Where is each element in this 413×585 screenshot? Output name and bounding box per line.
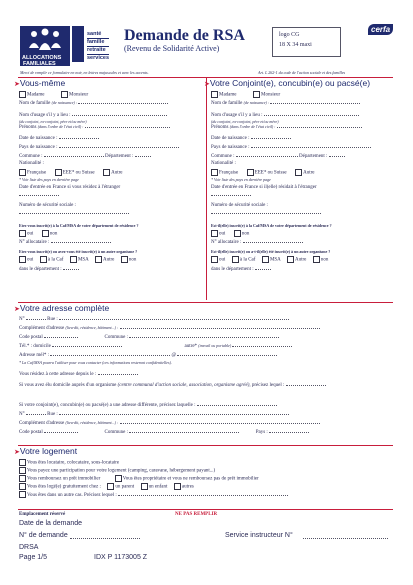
- nom-usage-row: [19, 111, 204, 123]
- adresse-rue-label: Rue :: [47, 317, 58, 322]
- section-title-text: Votre logement: [19, 446, 78, 456]
- conjoint-eee-checkbox[interactable]: [247, 169, 254, 176]
- conjoint-dans-dept-label: dans le département :: [211, 267, 254, 272]
- adresse-domicilie-row: [19, 381, 394, 401]
- departement-field[interactable]: [135, 152, 151, 157]
- conjoint-org-oui-checkbox[interactable]: [211, 256, 218, 263]
- conjoint-francaise-label: Française: [219, 170, 239, 176]
- chez-enfant-checkbox[interactable]: [141, 483, 148, 490]
- conjoint-madame-label: Madame: [219, 92, 237, 98]
- org-non-checkbox[interactable]: [121, 256, 128, 263]
- section-adresse: [14, 303, 109, 313]
- num-demande-label: N° de demande: [19, 532, 68, 539]
- page-subtitle: (Revenu de Solidarité Active): [124, 44, 220, 53]
- conjoint-no-label: N°: [19, 412, 25, 417]
- autre-org-row: [19, 256, 204, 265]
- conjoint-nom-usage-field[interactable]: [264, 111, 359, 116]
- adresse-cp-row: [19, 333, 394, 342]
- nom-famille-row: [19, 99, 204, 111]
- chez-parent-label: un parent: [115, 484, 135, 490]
- conjoint-no-field[interactable]: [26, 410, 46, 415]
- nom-usage-label: Nom d'usage s'il y a lieu :: [19, 113, 71, 118]
- chez-enfant-label: un enfant: [148, 484, 168, 490]
- conjoint-dans-dept-row: [211, 265, 399, 273]
- arrow-icon: ➤: [204, 81, 210, 88]
- conjoint-eee-label: EEE* ou Suisse: [254, 170, 287, 176]
- conjoint-commune-label: Commune :: [211, 154, 235, 159]
- adresse-complement-row: [19, 324, 394, 333]
- date-naissance-label: Date de naissance :: [19, 136, 58, 141]
- conjoint-date-naissance-row: [211, 134, 399, 143]
- intro-note: Merci de remplir ce formulaire en noir, en lettres majuscules et avec les accents.: [20, 70, 149, 75]
- adresse-tel-field[interactable]: [52, 342, 122, 347]
- conjoint-org-non-label: non: [320, 257, 329, 263]
- conjoint-nom-usage-row: [211, 111, 399, 123]
- conjoint-nationalite-options: [211, 169, 399, 177]
- conjoint-nom-famille-hint: (de naissance) :: [243, 100, 270, 105]
- cerfa-logo: cerfa: [368, 24, 393, 35]
- conjoint-cp-row: [19, 428, 394, 437]
- adresse-commune-field[interactable]: [129, 333, 279, 338]
- conjoint-nom-usage-hint: (du conjoint, ex-conjoint, père et/ou mère): [211, 119, 279, 124]
- adresse-domicilie-field[interactable]: [286, 381, 326, 386]
- civility-row: [19, 91, 204, 99]
- conjoint-org-msa-checkbox[interactable]: [262, 256, 269, 263]
- conjoint-complement-label: Complément d'adresse: [19, 421, 65, 426]
- section-title-logement: [14, 446, 77, 456]
- francaise-label: Française: [27, 170, 47, 176]
- section-conjoint: [204, 78, 404, 88]
- conjoint-pays-naissance-field[interactable]: [251, 143, 371, 148]
- commune-row: [19, 152, 204, 161]
- conjoint-org-caf-label: à la Caf: [239, 257, 256, 263]
- conjoint-caf-non-checkbox[interactable]: [234, 230, 241, 237]
- conjoint-dans-dept-field[interactable]: [255, 265, 271, 270]
- msa-logo: [72, 26, 84, 62]
- conjoint-prenoms-hint: (dans l'ordre de l'état civil) :: [229, 124, 276, 129]
- logo-cg-size: 18 X 34 maxi: [279, 42, 312, 48]
- section-title-text: Votre adresse complète: [19, 303, 110, 313]
- adresse-caf-note: * La Caf/MSA pourra l'utiliser pour vous contacter (ces informations resteront confidentielles).: [19, 360, 172, 365]
- date-demande-label: Date de la demande: [19, 520, 83, 527]
- chez-autres-checkbox[interactable]: [174, 483, 181, 490]
- conjoint-departement-field[interactable]: [329, 152, 345, 157]
- ne-pas-remplir-label: NE PAS REMPLIR: [175, 512, 218, 517]
- conjoint-complement-hint: (lieu-dit, résidence, bâtiment...) :: [65, 420, 119, 425]
- conjoint-francaise-checkbox[interactable]: [211, 169, 218, 176]
- autre-nationalite-checkbox[interactable]: [103, 169, 110, 176]
- logement-form: [19, 459, 394, 499]
- conjoint-org-autre-label: Autre: [295, 257, 307, 263]
- prenoms-hint: (dans l'ordre de l'état civil) :: [37, 124, 84, 129]
- at-sign: @: [171, 353, 177, 358]
- adresse-autre-tel-field[interactable]: [232, 342, 292, 347]
- adresse-autre-tel-hint: (travail ou portable): [198, 343, 232, 348]
- section-title-text: Votre Conjoint(e), concubin(e) ou pacsé(e): [209, 78, 371, 88]
- adresse-rue-row: [19, 315, 394, 324]
- num-secu-label: Numéro de sécurité sociale :: [19, 203, 76, 208]
- right-form: [211, 91, 399, 273]
- org-non-label: non: [128, 257, 137, 263]
- conjoint-commune-field[interactable]: [236, 152, 298, 157]
- reserved-label: Emplacement réservé: [19, 512, 66, 517]
- section-title-adresse: [14, 303, 109, 313]
- logement-item: [19, 467, 394, 475]
- logement-item: [19, 491, 394, 499]
- pays-naissance-row: [19, 143, 204, 152]
- adresse-rue-field[interactable]: [59, 315, 289, 320]
- conjoint-nationalite-row: [211, 161, 399, 169]
- msa-line: services: [87, 55, 110, 61]
- column-divider: [206, 78, 207, 300]
- adresse-domicilie-hint: (centre communal d'action sociale, association, organisme agréé),: [117, 383, 251, 388]
- conjoint-date-entree-row: [211, 185, 399, 203]
- conjoint-caf-question: Est-il(elle) inscrit(e) à la Caf/MSA de votre département de résidence ?: [211, 223, 332, 228]
- conjoint-autre-org-question: Est-il(elle) inscrit(e) ou a-t-il(elle) été inscrit(e) à un autre organisme ?: [211, 249, 331, 254]
- adresse-residez-field[interactable]: [98, 370, 138, 375]
- adresse-mel-field[interactable]: [50, 351, 170, 356]
- conjoint-prenoms-label: Prénoms: [211, 125, 229, 130]
- conjoint-prenoms-row: [211, 123, 399, 134]
- conjoint-date-entree-field[interactable]: [211, 191, 251, 196]
- logement-item: [19, 475, 394, 483]
- org-caf-checkbox[interactable]: [40, 256, 47, 263]
- conjoint-date-naissance-label: Date de naissance :: [211, 136, 250, 141]
- logo-cg-box: [272, 27, 341, 57]
- allocataire-label: N° allocataire :: [19, 240, 50, 245]
- org-oui-checkbox[interactable]: [19, 256, 26, 263]
- logo-cg-label: logo CG: [279, 32, 300, 38]
- conjoint-allocataire-row: [211, 238, 399, 249]
- conjoint-autre-org-row: [211, 256, 399, 265]
- eee-note: * Voir liste des pays en dernière page: [19, 177, 79, 182]
- nom-usage-hint: (du conjoint, ex-conjoint, père et/ou mère): [19, 119, 87, 124]
- section-title-text: Vous-même: [19, 78, 66, 88]
- section-vous-meme: [14, 78, 204, 88]
- adresse-form: [19, 315, 394, 437]
- adresse-tel-row: [19, 342, 394, 351]
- adresse-autre-tel-label: autre*: [184, 344, 198, 349]
- section-title-conjoint: [204, 78, 404, 88]
- conjoint-caf-answer-row: [211, 230, 399, 238]
- conjoint-nom-famille-row: [211, 99, 399, 111]
- conjoint-nationalite-label: Nationalité :: [211, 161, 236, 166]
- chez-parent-checkbox[interactable]: [107, 483, 114, 490]
- caf-question: Etes-vous inscrit(e) à la Caf/MSA de votre département de résidence ?: [19, 223, 139, 228]
- conjoint-monsieur-checkbox[interactable]: [253, 91, 260, 98]
- page-number: Page 1/5: [19, 554, 48, 561]
- date-entree-field[interactable]: [19, 191, 59, 196]
- madame-label: Madame: [27, 92, 45, 98]
- conjoint-org-msa-label: MSA: [269, 257, 281, 263]
- caf-oui-label: oui: [27, 231, 34, 237]
- monsieur-checkbox[interactable]: [61, 91, 68, 98]
- adresse-mel-label: Adresse mél* :: [19, 353, 49, 358]
- allocataire-row: [19, 238, 204, 249]
- conjoint-rue-label: Rue :: [47, 412, 58, 417]
- nationalite-row: [19, 161, 204, 169]
- logement-item-label: Vous êtes dans un autre cas. Précisez lequel :: [27, 493, 117, 498]
- commune-field[interactable]: [44, 152, 104, 157]
- conjoint-commune-field[interactable]: [129, 428, 239, 433]
- logement-item-label: Vous payez une participation pour votre logement (camping, caravane, hébergement payant...): [27, 468, 216, 474]
- conjoint-caf-oui-label: oui: [219, 231, 226, 237]
- adresse-conjoint-row: [19, 401, 394, 410]
- msa-line: retraite: [87, 47, 109, 55]
- adresse-no-label: N°: [19, 317, 25, 322]
- conjoint-nom-famille-field[interactable]: [270, 99, 360, 104]
- org-autre-label: Autre: [103, 257, 115, 263]
- adresse-mel-row: [19, 351, 394, 360]
- logo-text-bottom: FAMILIALES: [23, 61, 56, 67]
- conjoint-caf-oui-checkbox[interactable]: [211, 230, 218, 237]
- conjoint-pays-label: Pays :: [255, 430, 268, 435]
- conjoint-org-non-checkbox[interactable]: [313, 256, 320, 263]
- adresse-conjoint-label: Si votre conjoint(e), concubin(e) ou pacsé(e) a une adresse différente, précisez laquelle :: [19, 403, 196, 408]
- conjoint-date-naissance-field[interactable]: [251, 134, 291, 139]
- org-autre-checkbox[interactable]: [95, 256, 102, 263]
- autre-org-question: Etes-vous inscrit(e) ou avez-vous été inscrit(e) à un autre organisme ?: [19, 249, 138, 254]
- adresse-cp-field[interactable]: [44, 333, 78, 338]
- conjoint-commune-label: Commune :: [104, 430, 128, 435]
- logement-item-label: Vous remboursez un prêt immobilier: [27, 476, 101, 482]
- allocataire-field[interactable]: [51, 238, 111, 243]
- org-oui-label: oui: [27, 257, 34, 263]
- left-form: [19, 91, 204, 273]
- nationalite-label: Nationalité :: [19, 161, 44, 166]
- msa-line: santé: [87, 31, 109, 39]
- num-secu-row: [19, 203, 204, 223]
- adresse-cp-label: Code postal: [19, 335, 43, 340]
- adresse-domicilie-label: Si vous avez élu domicile auprès d'un organisme: [19, 383, 117, 388]
- conjoint-pays-field[interactable]: [269, 428, 309, 433]
- nom-famille-field[interactable]: [78, 99, 168, 104]
- conjoint-complement-row: [19, 419, 394, 428]
- adresse-no-field[interactable]: [26, 315, 46, 320]
- adresse-residez-label: Vous résidez à cette adresse depuis le :: [19, 372, 97, 377]
- caf-oui-checkbox[interactable]: [19, 230, 26, 237]
- nom-famille-hint: (de naissance) :: [51, 100, 78, 105]
- conjoint-civility-row: [211, 91, 399, 99]
- eee-checkbox[interactable]: [55, 169, 62, 176]
- conjoint-monsieur-label: Monsieur: [261, 92, 281, 98]
- caf-logo: [20, 26, 70, 66]
- francaise-checkbox[interactable]: [19, 169, 26, 176]
- arrow-icon: ➤: [14, 306, 20, 313]
- logement-item: [19, 483, 394, 491]
- conjoint-date-entree-label: Date d'entrée en France si il(elle) résidait à l'étranger: [211, 185, 317, 190]
- madame-checkbox[interactable]: [19, 91, 26, 98]
- conjoint-madame-checkbox[interactable]: [211, 91, 218, 98]
- page-title: Demande de RSA: [124, 27, 245, 44]
- adresse-complement-field[interactable]: [120, 324, 320, 329]
- service-label: Service instructeur N°: [225, 532, 293, 539]
- conjoint-autre-nationalite-checkbox[interactable]: [295, 169, 302, 176]
- date-naissance-field[interactable]: [59, 134, 99, 139]
- date-entree-label: Date d'entrée en France si vous résidez à l'étranger: [19, 185, 121, 190]
- caf-non-label: non: [49, 231, 58, 237]
- logement-item-label: Vous êtes locataire, colocataire, sous-locataire: [27, 460, 120, 466]
- dans-dept-row: [19, 265, 204, 273]
- chez-autres-label: autres: [181, 484, 194, 490]
- conjoint-org-caf-checkbox[interactable]: [232, 256, 239, 263]
- dans-dept-field[interactable]: [63, 265, 79, 270]
- conjoint-autre-nationalite-label: Autre: [303, 170, 315, 176]
- prenoms-label: Prénoms: [19, 125, 37, 130]
- conjoint-nom-famille-label: Nom de famille: [211, 101, 243, 106]
- caf-answer-row: [19, 230, 204, 238]
- conjoint-num-secu-field[interactable]: [211, 209, 321, 214]
- logement-item-label: Vous êtes logé(e) gratuitement chez :: [27, 484, 101, 490]
- article-note: Art. L 262-1 du code de l'action sociale et des familles: [258, 70, 346, 75]
- num-secu-field[interactable]: [19, 209, 129, 214]
- conjoint-org-oui-label: oui: [219, 257, 226, 263]
- eee-label: EEE* ou Suisse: [62, 170, 95, 176]
- conjoint-pays-naissance-label: Pays de naissance :: [211, 145, 250, 150]
- date-naissance-row: [19, 134, 204, 143]
- logement-proprietaire-checkbox[interactable]: [115, 475, 122, 482]
- section-title-vous-meme: [14, 78, 204, 88]
- adresse-commune-label: Commune :: [104, 335, 128, 340]
- logement-item-label: Vous êtes propriétaire et vous ne remboursez pas de prêt immobilier: [122, 476, 259, 482]
- adresse-complement-label: Complément d'adresse: [19, 326, 65, 331]
- logement-participation-checkbox[interactable]: [19, 467, 26, 474]
- org-caf-label: à la Caf: [47, 257, 64, 263]
- prenoms-field[interactable]: [85, 123, 170, 128]
- conjoint-cp-field[interactable]: [44, 428, 78, 433]
- autre-nationalite-label: Autre: [111, 170, 123, 176]
- adresse-precisez-label: précisez lequel :: [251, 383, 285, 388]
- adresse-conjoint-field[interactable]: [197, 401, 277, 406]
- pays-naissance-label: Pays de naissance :: [19, 145, 58, 150]
- arrow-icon: ➤: [14, 449, 20, 456]
- org-msa-label: MSA: [77, 257, 89, 263]
- adresse-residez-row: [19, 370, 394, 381]
- conjoint-rue-field[interactable]: [59, 410, 289, 415]
- caf-non-checkbox[interactable]: [42, 230, 49, 237]
- conjoint-prenoms-field[interactable]: [277, 123, 362, 128]
- section-logement: [14, 446, 77, 456]
- org-msa-checkbox[interactable]: [70, 256, 77, 263]
- conjoint-rue-row: [19, 410, 394, 419]
- date-entree-row: [19, 185, 204, 203]
- conjoint-caf-non-label: non: [241, 231, 250, 237]
- arrow-icon: ➤: [14, 81, 20, 88]
- conjoint-cp-label: Code postal: [19, 430, 43, 435]
- logement-item: [19, 459, 394, 467]
- num-demande-field[interactable]: [70, 534, 140, 539]
- conjoint-eee-note: * Voir liste des pays en dernière page: [211, 177, 271, 182]
- idx-code: IDX P 1173005 Z: [94, 554, 148, 561]
- conjoint-allocataire-label: N° allocataire :: [211, 240, 242, 245]
- adresse-complement-hint: (lieu-dit, résidence, bâtiment...) :: [65, 325, 119, 330]
- logement-autre-cas-checkbox[interactable]: [19, 491, 26, 498]
- departement-label: Département :: [104, 154, 134, 159]
- msa-line: famille: [87, 39, 109, 47]
- commune-label: Commune :: [19, 154, 43, 159]
- adresse-mel-domain-field[interactable]: [177, 351, 277, 356]
- drsa-label: DRSA: [19, 544, 39, 551]
- caf-family-icon: [20, 26, 70, 54]
- logement-autre-cas-field[interactable]: [118, 491, 288, 496]
- nationalite-options: [19, 169, 204, 177]
- conjoint-complement-field[interactable]: [120, 419, 320, 424]
- conjoint-commune-row: [211, 152, 399, 161]
- logement-gratuit-checkbox[interactable]: [19, 483, 26, 490]
- conjoint-nom-usage-label: Nom d'usage s'il y a lieu :: [211, 113, 263, 118]
- conjoint-num-secu-label: Numéro de sécurité sociale :: [211, 203, 268, 208]
- nom-famille-label: Nom de famille: [19, 101, 51, 106]
- conjoint-departement-label: Département :: [298, 154, 328, 159]
- conjoint-num-secu-row: [211, 203, 399, 223]
- conjoint-org-autre-checkbox[interactable]: [287, 256, 294, 263]
- msa-logo-lines: [87, 31, 109, 62]
- prenoms-row: [19, 123, 204, 134]
- logement-locataire-checkbox[interactable]: [19, 459, 26, 466]
- service-field[interactable]: [303, 534, 388, 539]
- logement-pret-checkbox[interactable]: [19, 475, 26, 482]
- conjoint-allocataire-field[interactable]: [243, 238, 303, 243]
- logo-text-top: ALLOCATIONS: [22, 55, 62, 61]
- nom-usage-field[interactable]: [72, 111, 167, 116]
- adresse-tel-label: Tél.* : domicile: [19, 344, 51, 349]
- footer-divider: [18, 509, 393, 510]
- conjoint-pays-naissance-row: [211, 143, 399, 152]
- monsieur-label: Monsieur: [69, 92, 89, 98]
- dans-dept-label: dans le département :: [19, 267, 62, 272]
- pays-naissance-field[interactable]: [59, 143, 179, 148]
